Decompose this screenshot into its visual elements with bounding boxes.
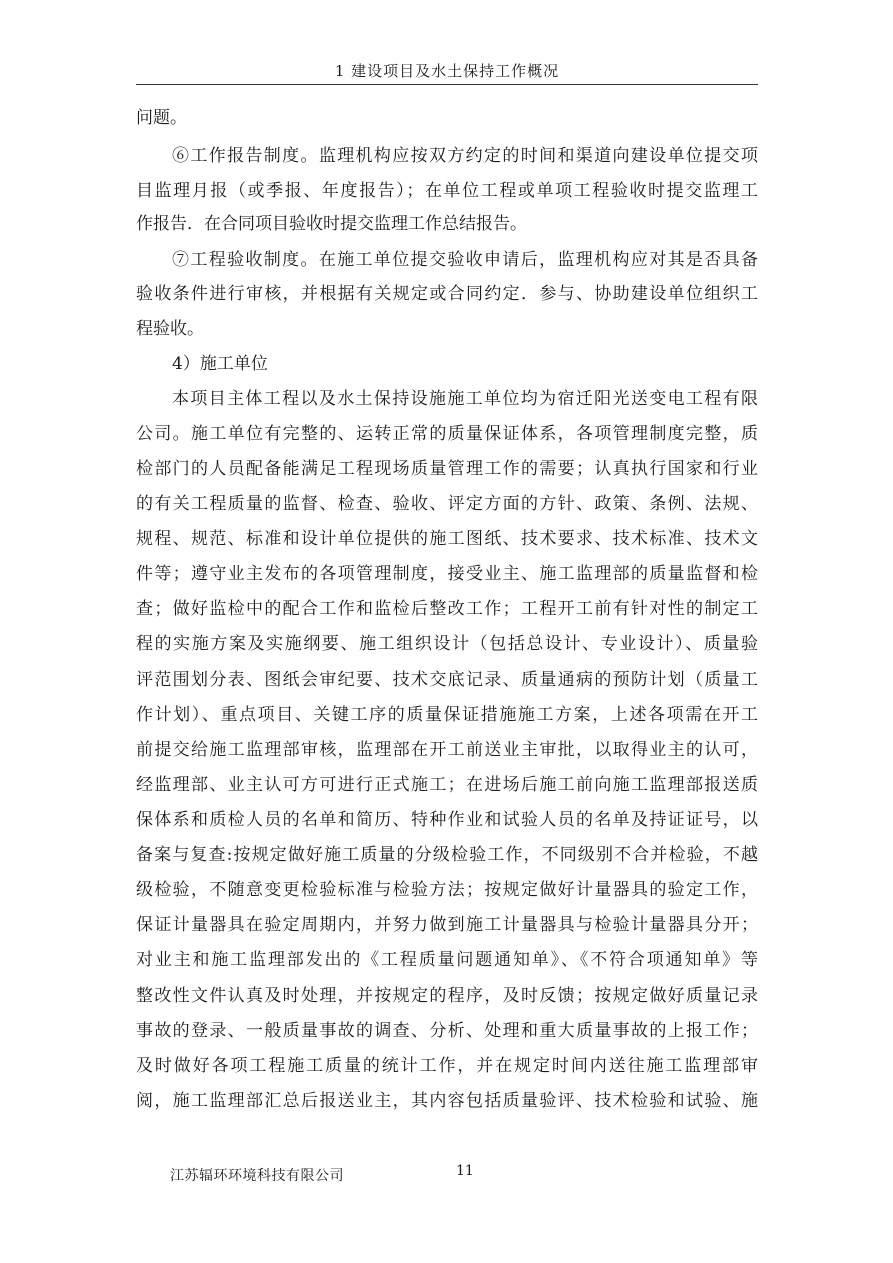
body-line: 检部门的人员配备能满足工程现场质量管理工作的需要；认真执行国家和行业 — [136, 459, 758, 479]
header-rule — [136, 84, 758, 85]
body-line: 保体系和质检人员的名单和简历、特种作业和试验人员的名单及持证证号，以 — [136, 810, 758, 830]
body-line: 程验收。 — [136, 319, 204, 339]
body-line: 目监理月报（或季报、年度报告）；在单位工程或单项工程验收时提交监理工 — [136, 181, 758, 201]
body-line: 程的实施方案及实施纲要、施工组织设计（包括总设计、专业设计）、质量验 — [136, 634, 758, 654]
body-line: 验收条件进行审核，并根据有关规定或合同约定．参与、协助建设单位组织工 — [136, 284, 758, 304]
body-line: 评范围划分表、图纸会审纪要、技术交底记录、质量通病的预防计划（质量工 — [136, 670, 758, 690]
body-line: 经监理部、业主认可方可进行正式施工；在进场后施工前向施工监理部报送质 — [136, 775, 758, 795]
body-line: 阅，施工监理部汇总后报送业主，其内容包括质量验评、技术检验和试验、施 — [136, 1091, 758, 1111]
body-line: 事故的登录、一般质量事故的调查、分析、处理和重大质量事故的上报工作； — [136, 1021, 758, 1041]
page-number: 11 — [456, 1163, 474, 1179]
body-line: 备案与复查:按规定做好施工质量的分级检验工作，不同级别不合并检验，不越 — [136, 845, 758, 865]
section-heading: 4）施工单位 — [172, 354, 268, 374]
body-line: 前提交给施工监理部审核，监理部在开工前送业主审批，以取得业主的认可， — [136, 740, 758, 760]
body-line: 的有关工程质量的监督、检查、验收、评定方面的方针、政策、条例、法规、 — [136, 494, 758, 514]
body-line: 对业主和施工监理部发出的《工程质量问题通知单》、《不符合项通知单》等 — [136, 950, 758, 970]
body-line: 级检验，不随意变更检验标准与检验方法；按规定做好计量器具的验定工作， — [136, 880, 758, 900]
footer-company: 江苏辐环环境科技有限公司 — [170, 1168, 344, 1184]
body-line: 公司。施工单位有完整的、运转正常的质量保证体系，各项管理制度完整，质 — [136, 424, 758, 444]
body-line: 作计划）、重点项目、关键工序的质量保证措施施工方案，上述各项需在开工 — [136, 705, 758, 725]
body-line: ⑦工程验收制度。在施工单位提交验收申请后，监理机构应对其是否具备 — [172, 250, 758, 270]
body-line: ⑥工作报告制度。监理机构应按双方约定的时间和渠道向建设单位提交项 — [172, 146, 758, 166]
body-line: 本项目主体工程以及水土保持设施施工单位均为宿迁阳光送变电工程有限 — [172, 389, 758, 409]
body-line: 查；做好监检中的配合工作和监检后整改工作；工程开工前有针对性的制定工 — [136, 599, 758, 619]
body-line: 作报告．在合同项目验收时提交监理工作总结报告。 — [136, 214, 527, 234]
running-header: 1 建设项目及水土保持工作概况 — [334, 62, 560, 80]
body-line: 及时做好各项工程施工质量的统计工作，并在规定时间内送往施工监理部审 — [136, 1056, 758, 1076]
body-line: 整改性文件认真及时处理，并按规定的程序，及时反馈；按规定做好质量记录 — [136, 986, 758, 1006]
body-line: 问题。 — [136, 108, 187, 128]
body-line: 规程、规范、标准和设计单位提供的施工图纸、技术要求、技术标准、技术文 — [136, 529, 758, 549]
body-line: 保证计量器具在验定周期内，并努力做到施工计量器具与检验计量器具分开； — [136, 915, 758, 935]
body-line: 件等；遵守业主发布的各项管理制度，接受业主、施工监理部的质量监督和检 — [136, 564, 758, 584]
